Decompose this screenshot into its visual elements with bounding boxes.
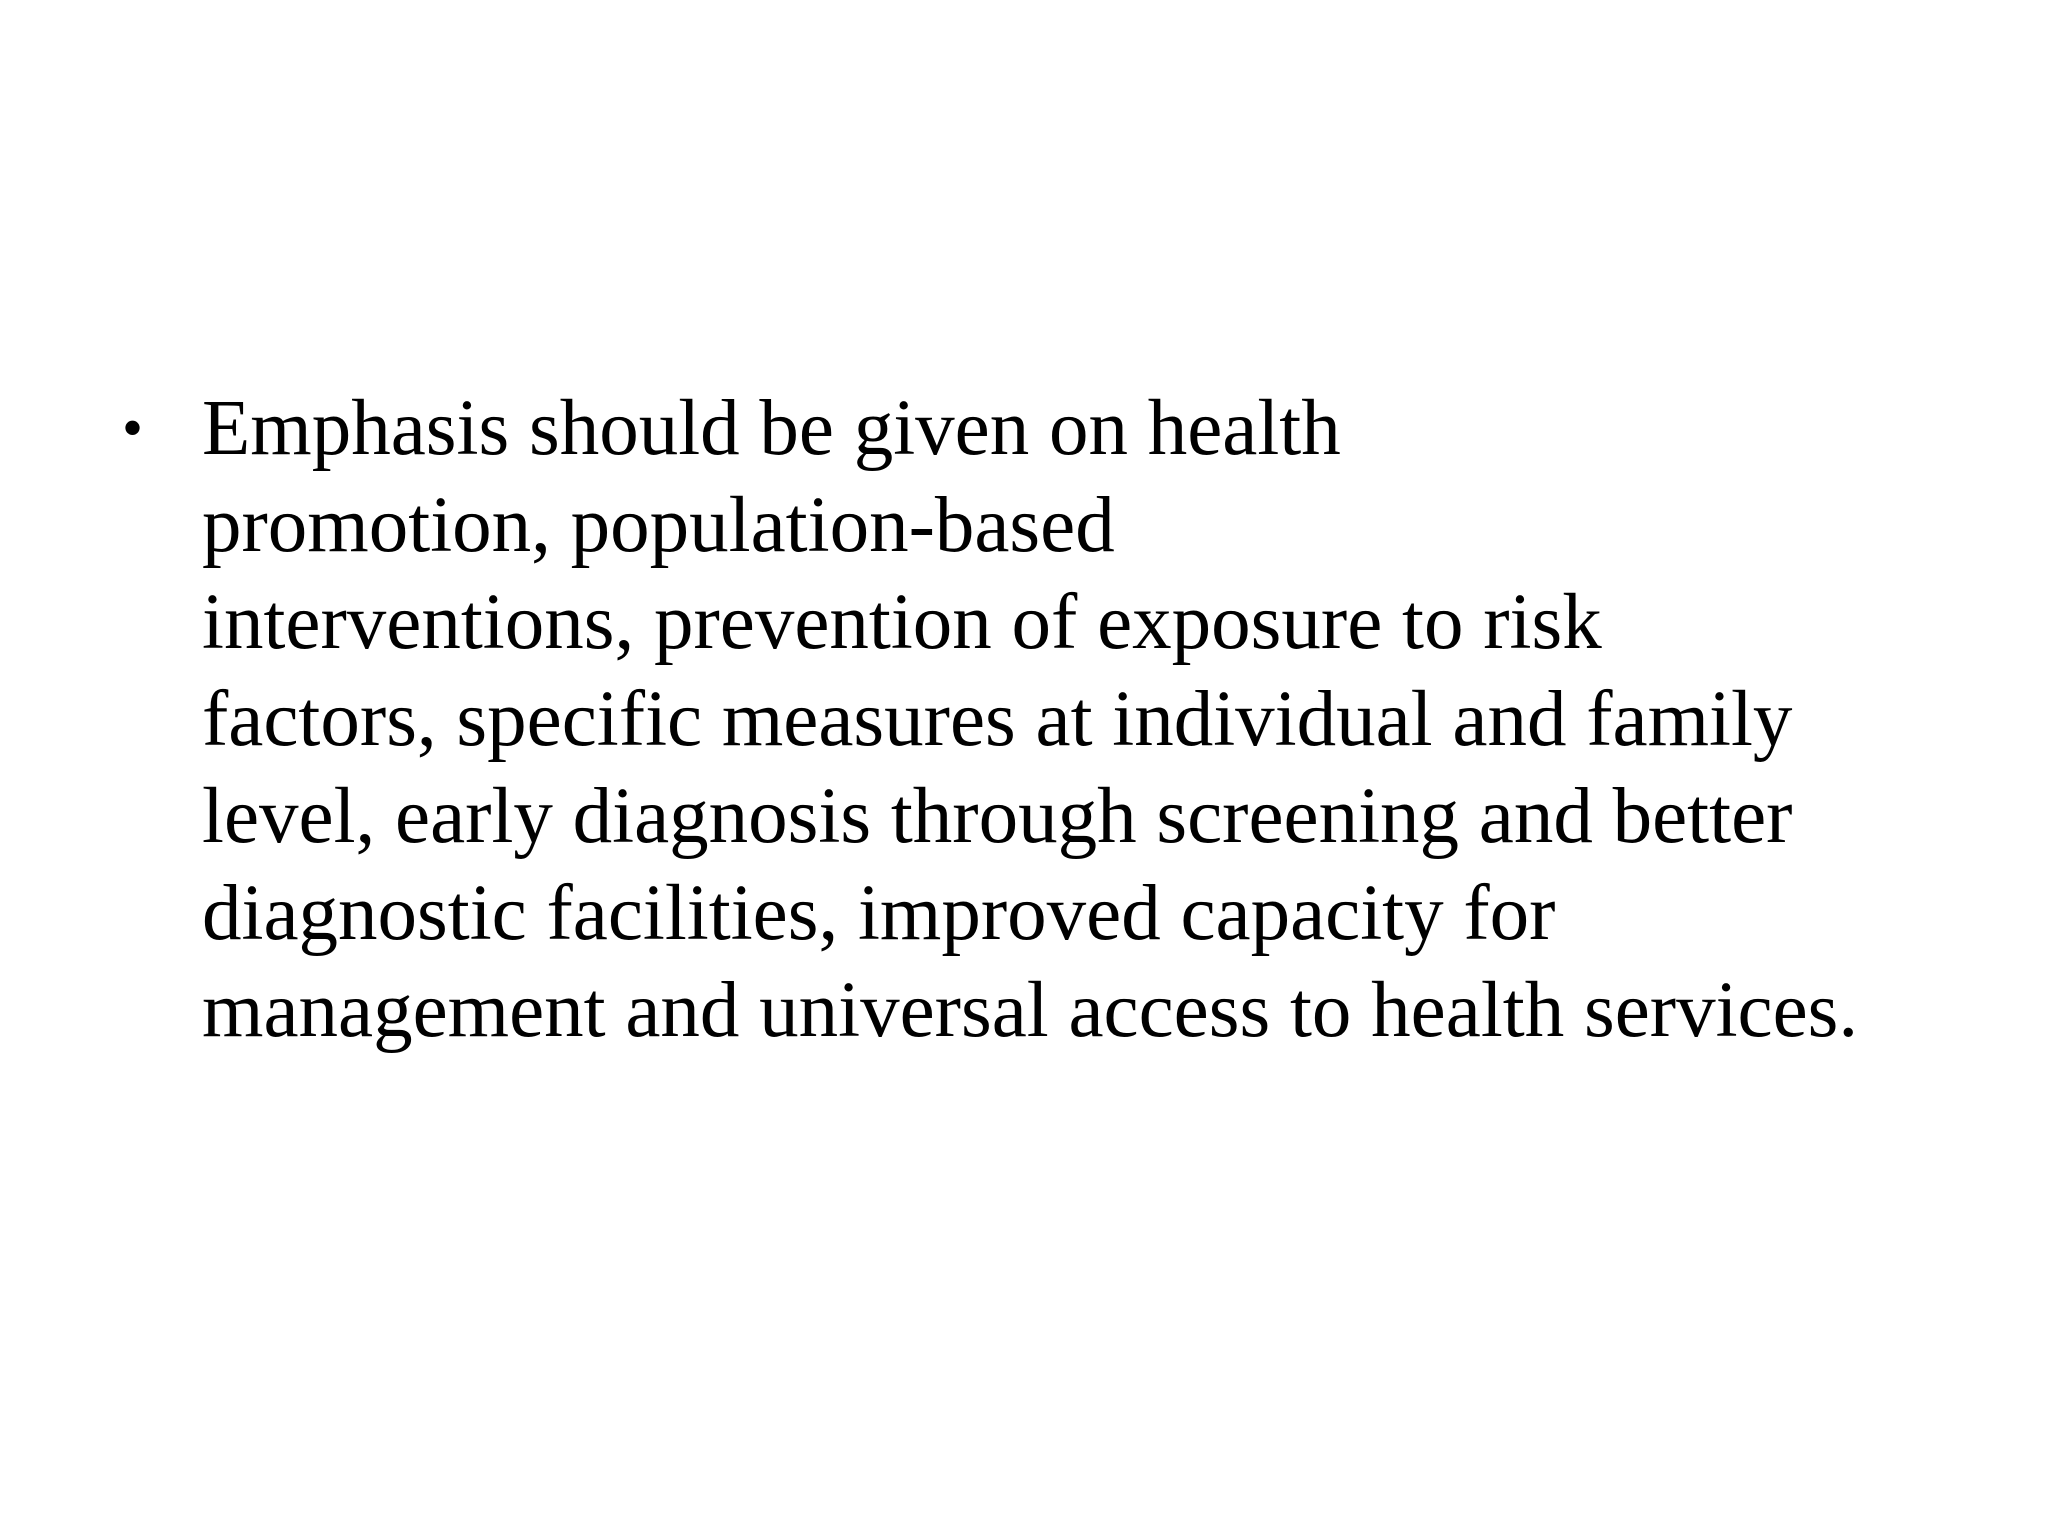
text-line: promotion, population-based (202, 482, 1115, 569)
bullet-marker: • (122, 395, 144, 461)
text-line: factors, specific measures at individual and family (202, 676, 1793, 763)
bullet-text (202, 380, 1942, 1059)
bullet-point (122, 380, 1942, 1059)
text-line: management and universal access to health services. (202, 967, 1859, 1054)
text-line: diagnostic facilities, improved capacity for (202, 870, 1556, 957)
text-line: Emphasis should be given on health (202, 385, 1341, 472)
text-line: interventions, prevention of exposure to risk (202, 579, 1602, 666)
text-line: level, early diagnosis through screening and better (202, 773, 1793, 860)
